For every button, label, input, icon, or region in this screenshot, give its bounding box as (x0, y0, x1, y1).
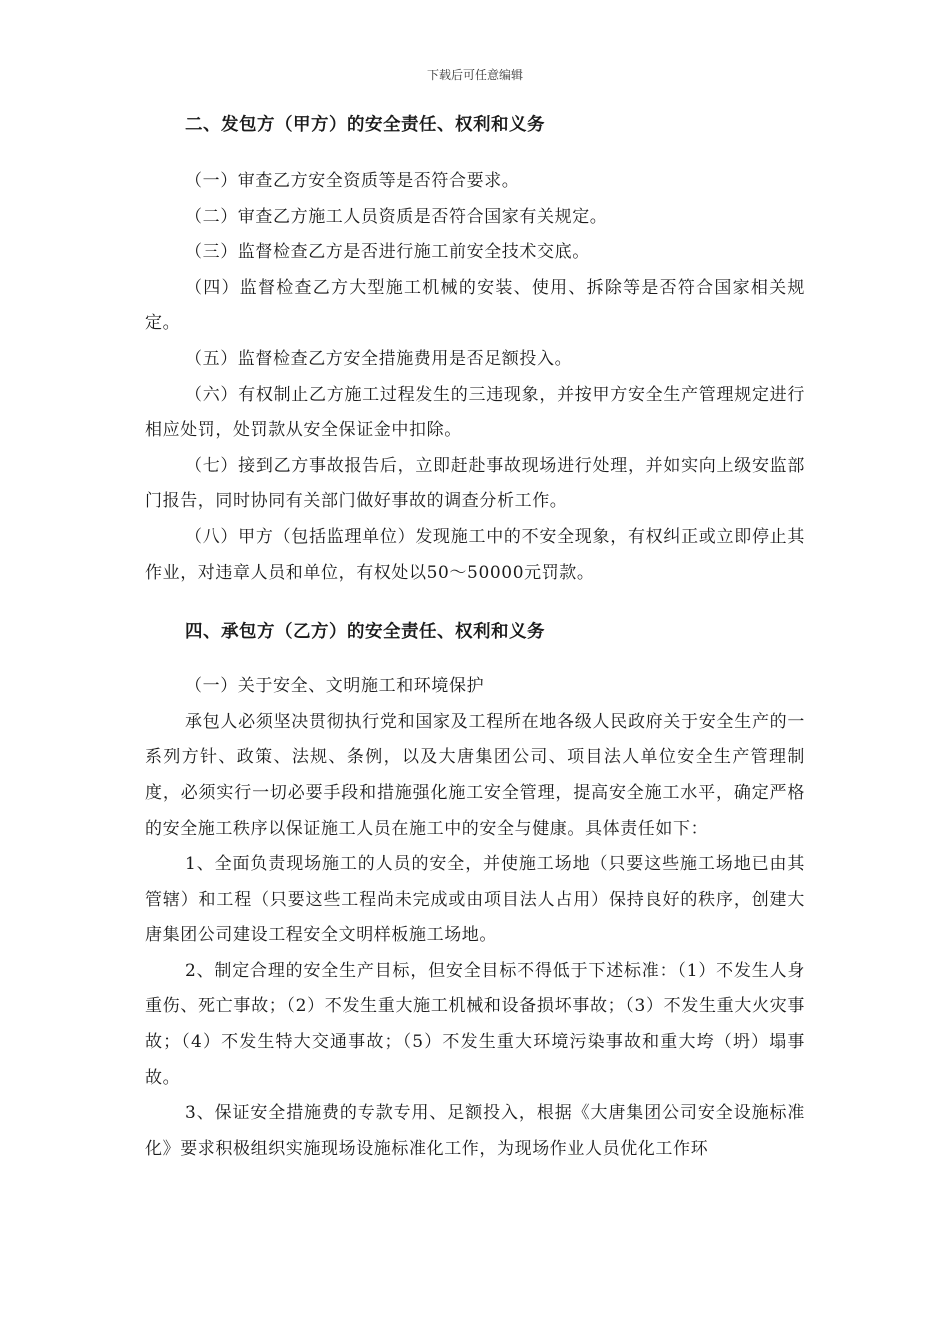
section-4-intro: 承包人必须坚决贯彻执行党和国家及工程所在地各级人民政府关于安全生产的一系列方针、政策、法规、条例，以及大唐集团公司、项目法人单位安全生产管理制度，必须实行一切必要手段和措施强化施工安全管理，提高安全施工水平，确定严格的安全施工秩序以保证施工人员在施工中的安全与健康。具体责任如下： (145, 711, 805, 839)
section-2-item-4: （四）监督检查乙方大型施工机械的安装、使用、拆除等是否符合国家相关规定。 (145, 277, 805, 334)
section-2-items (145, 164, 805, 591)
section-2-item-8: （八）甲方（包括监理单位）发现施工中的不安全现象，有权纠正或立即停止其作业，对违章人员和单位，有权处以50～50000元罚款。 (145, 526, 805, 583)
section-2-item-1: （一）审查乙方安全资质等是否符合要求。 (185, 171, 520, 191)
section-4-item-3: 3、保证安全措施费的专款专用、足额投入，根据《大唐集团公司安全设施标准化》要求积极组织实施现场设施标准化工作，为现场作业人员优化工作环 (145, 1103, 805, 1159)
section-2-item-5: （五）监督检查乙方安全措施费用是否足额投入。 (185, 348, 573, 369)
section-4-item-1: 1、全面负责现场施工的人员的安全，并使施工场地（只要这些施工场地已由其管辖）和工程（只要这些工程尚未完成或由项目法人占用）保持良好的秩序，创建大唐集团公司建设工程安全文明样板施工场地。 (145, 854, 805, 946)
section-4-heading: 四、承包方（乙方）的安全责任、权利和义务 (185, 622, 545, 643)
section-4-items (145, 669, 805, 1167)
section-2-heading: 二、发包方（甲方）的安全责任、权利和义务 (185, 115, 545, 135)
section-2-item-3: （三）监督检查乙方是否进行施工前安全技术交底。 (185, 242, 590, 263)
section-2-item-2: （二）审查乙方施工人员资质是否符合国家有关规定。 (185, 206, 608, 227)
section-2-item-6: （六）有权制止乙方施工过程发生的三违现象，并按甲方安全生产管理规定进行相应处罚，处罚款从安全保证金中扣除。 (145, 384, 805, 441)
section-4-subheading: （一）关于安全、文明施工和环境保护 (185, 676, 485, 697)
header-note: 下载后可任意编辑 (426, 68, 523, 82)
section-2-item-7: （七）接到乙方事故报告后，立即赶赴事故现场进行处理，并如实向上级安监部门报告，同时协同有关部门做好事故的调查分析工作。 (145, 455, 805, 512)
document-body (145, 108, 805, 1167)
section-4-item-2: 2、制定合理的安全生产目标，但安全目标不得低于下述标准：（1）不发生人身重伤、死亡事故；（2）不发生重大施工机械和设备损坏事故；（3）不发生重大火灾事故；（4）不发生特大交通事故；（5）不发生重大环境污染事故和重大垮（坍）塌事故。 (145, 960, 805, 1088)
